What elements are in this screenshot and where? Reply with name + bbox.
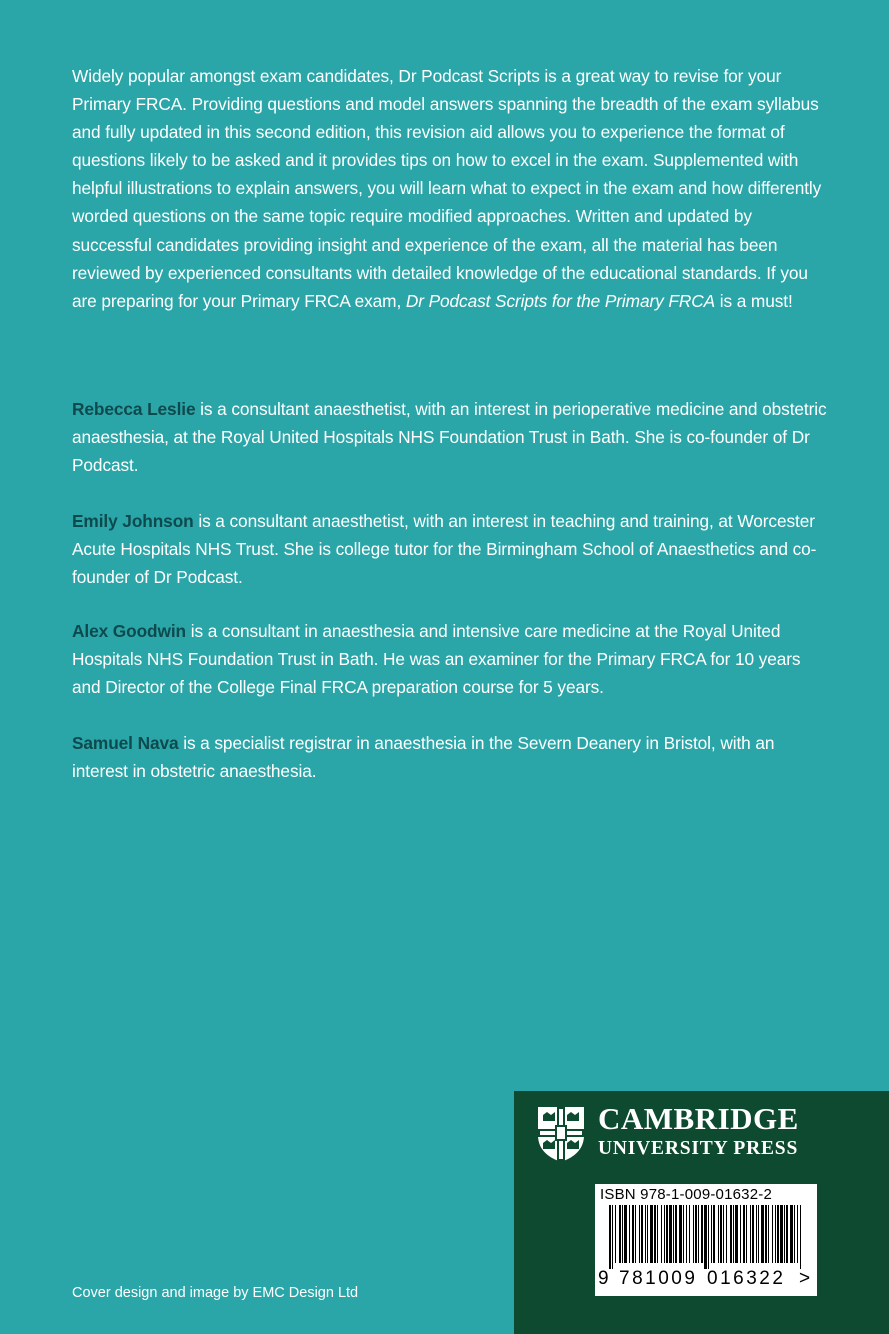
blurb-text-2: is a must!	[715, 290, 793, 311]
barcode-bar	[775, 1205, 776, 1263]
author-name: Emily Johnson	[72, 511, 194, 531]
author-bio-text: is a specialist registrar in anaesthesia in the Severn Deanery in Bristol, with an interest in obstetric anaesthesia.	[72, 733, 775, 782]
isbn-label: ISBN 978-1-009-01632-2	[600, 1186, 773, 1203]
barcode-bar	[645, 1205, 646, 1263]
barcode-bar	[689, 1205, 690, 1263]
barcode-digits-left: 781009	[619, 1268, 698, 1289]
publisher-name: CAMBRIDGE	[598, 1101, 799, 1136]
barcode-bar	[765, 1205, 767, 1263]
author-name: Alex Goodwin	[72, 621, 187, 641]
barcode-bar	[726, 1205, 727, 1263]
cover-credit: Cover design and image by EMC Design Ltd	[72, 1285, 359, 1301]
barcode-bar	[746, 1205, 747, 1263]
author-bio-text: is a consultant anaesthetist, with an interest in teaching and training, at Worcester Acute Hospitals NHS Trust. She is college tutor for the Birmingham School of Anaesthetics and co-founder of Dr Podcast.	[72, 511, 817, 588]
barcode-bar	[743, 1205, 745, 1263]
blurb-text-1: Widely popular amongst exam candidates, Dr Podcast Scripts is a great way to revise for your Primary FRCA. Providing questions and model answers spanning the breadth of the exam syllabus and fully updated in this second edition, this revision aid allows you to experience the format of questions likely to be asked and it provides tips on how to excel in the exam. Supplemented with helpful illustrations to explain answers, you will learn what to expect in the exam and how differently worded questions on the same topic require modified approaches. Written and updated by successful candidates providing insight and experience of the exam, all the material has been reviewed by experienced consultants with detailed knowledge of the educational standards. If you are preparing for your Primary FRCA exam,	[72, 66, 822, 311]
barcode-bar	[800, 1205, 801, 1269]
barcode-bar	[704, 1205, 707, 1269]
barcode-bar	[777, 1205, 779, 1263]
barcode-bar	[679, 1205, 682, 1263]
barcode-bar	[794, 1205, 795, 1263]
barcode-bar	[733, 1205, 734, 1263]
barcode-quiet-zone-mark: >	[799, 1268, 811, 1289]
barcode-bar	[797, 1205, 798, 1263]
barcode-bar	[650, 1205, 653, 1263]
author-bio	[72, 729, 832, 785]
barcode-bar	[673, 1205, 674, 1263]
barcode-bar	[708, 1205, 709, 1269]
barcode-bar	[730, 1205, 732, 1263]
author-name: Samuel Nava	[72, 733, 179, 753]
barcode-bar	[772, 1205, 773, 1263]
barcode-bar	[661, 1205, 662, 1263]
book-title: Dr Podcast Scripts for the Primary FRCA	[405, 290, 716, 311]
author-bio	[72, 507, 832, 591]
barcode-bar	[647, 1205, 648, 1263]
barcode-bar	[784, 1205, 785, 1263]
barcode-bar	[624, 1205, 627, 1263]
author-bio-text: is a consultant in anaesthesia and intensive care medicine at the Royal United Hospitals NHS Foundation Trust in Bath. He was an examiner for the Primary FRCA for 10 years and Director of the College Final FRCA preparation course for 5 years.	[72, 621, 801, 698]
barcode-bar	[723, 1205, 724, 1263]
university-crest-icon	[536, 1105, 586, 1163]
barcode-bar	[675, 1205, 677, 1263]
barcode-bar	[683, 1205, 684, 1263]
barcode-bar	[735, 1205, 738, 1263]
barcode-bar	[686, 1205, 687, 1263]
barcode-bar	[752, 1205, 754, 1263]
barcode-digit-first: 9	[598, 1268, 609, 1289]
barcode-bar	[639, 1205, 640, 1263]
barcode-bar	[693, 1205, 694, 1263]
barcode-bar	[612, 1205, 613, 1269]
barcode-bar	[635, 1205, 636, 1263]
barcode-digits-right: 016322	[707, 1268, 786, 1289]
author-name: Rebecca Leslie	[72, 399, 196, 419]
barcode-bar	[790, 1205, 793, 1263]
author-bio	[72, 395, 832, 479]
barcode-bar	[669, 1205, 672, 1263]
barcode-bar	[758, 1205, 759, 1263]
barcode-bar	[657, 1205, 658, 1263]
barcode-bar	[761, 1205, 764, 1263]
publisher-subname: UNIVERSITY PRESS	[598, 1138, 799, 1159]
barcode-bar	[666, 1205, 668, 1263]
barcode-bar	[756, 1205, 757, 1263]
barcode-bar	[641, 1205, 643, 1263]
barcode-bars	[609, 1205, 803, 1269]
barcode-bar	[632, 1205, 634, 1263]
barcode-bar	[664, 1205, 665, 1263]
barcode-bar	[609, 1205, 611, 1269]
barcode-bar	[695, 1205, 697, 1263]
barcode-bar	[740, 1205, 741, 1263]
barcode-bar	[780, 1205, 783, 1263]
barcode-bar	[619, 1205, 621, 1263]
barcode-bar	[718, 1205, 719, 1263]
barcode-bar	[615, 1205, 616, 1263]
barcode-bar	[720, 1205, 722, 1263]
barcode-bar	[713, 1205, 715, 1263]
barcode-bar	[711, 1205, 712, 1263]
barcode-bar	[654, 1205, 656, 1263]
author-bio	[72, 617, 832, 701]
barcode-bar	[698, 1205, 699, 1263]
barcode-bar	[786, 1205, 788, 1263]
barcode-bar	[622, 1205, 623, 1263]
blurb-paragraph	[72, 62, 832, 315]
author-bio-text: is a consultant anaesthetist, with an interest in perioperative medicine and obstetric anaesthesia, at the Royal United Hospitals NHS Foundation Trust in Bath. She is co-founder of Dr Podcast.	[72, 399, 827, 476]
publisher-block	[514, 1091, 889, 1334]
barcode-bar	[629, 1205, 630, 1263]
barcode-bar	[750, 1205, 751, 1263]
isbn-barcode	[595, 1184, 817, 1296]
barcode-bar	[701, 1205, 703, 1263]
barcode-bar	[768, 1205, 769, 1263]
